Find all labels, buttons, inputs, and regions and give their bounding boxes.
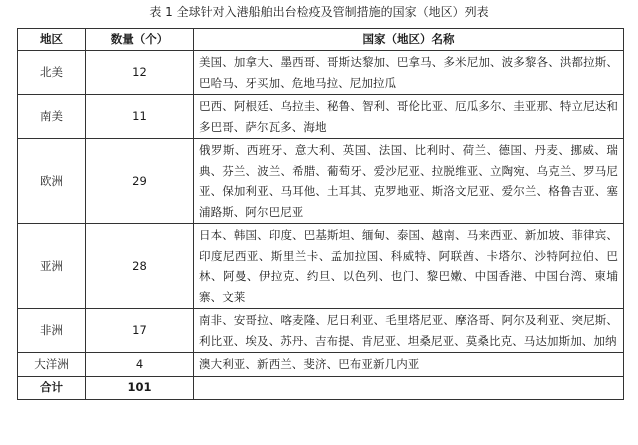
count-cell: 28: [86, 224, 194, 309]
table-row: [18, 309, 624, 353]
region-cell: 大洋洲: [18, 353, 86, 377]
table-header-row: [18, 29, 624, 51]
countries-table: [17, 28, 624, 400]
header-count: 数量（个）: [86, 29, 194, 51]
countries-cell: 美国、加拿大、墨西哥、哥斯达黎加、巴拿马、多米尼加、波多黎各、洪都拉斯、巴哈马、牙买加、危地马拉、尼加拉瓜: [194, 51, 624, 95]
table-row: [18, 139, 624, 224]
table-row: [18, 224, 624, 309]
count-cell: 12: [86, 51, 194, 95]
region-cell: 北美: [18, 51, 86, 95]
count-cell: 29: [86, 139, 194, 224]
count-cell: 4: [86, 353, 194, 377]
region-cell: 非洲: [18, 309, 86, 353]
total-count: 101: [86, 376, 194, 399]
table-row: [18, 95, 624, 139]
countries-cell: 巴西、阿根廷、乌拉圭、秘鲁、智利、哥伦比亚、厄瓜多尔、圭亚那、特立尼达和多巴哥、萨尔瓦多、海地: [194, 95, 624, 139]
region-cell: 南美: [18, 95, 86, 139]
total-empty-cell: [194, 376, 624, 399]
countries-cell: 澳大利亚、新西兰、斐济、巴布亚新几内亚: [194, 353, 624, 377]
countries-cell: 俄罗斯、西班牙、意大利、英国、法国、比利时、荷兰、德国、丹麦、挪威、瑞典、芬兰、波兰、希腊、葡萄牙、爱沙尼亚、拉脱维亚、立陶宛、乌克兰、罗马尼亚、保加利亚、马耳他、土耳其、克罗地亚、斯洛文尼亚、爱尔兰、格鲁吉亚、塞浦路斯、阿尔巴尼亚: [194, 139, 624, 224]
header-countries: 国家（地区）名称: [194, 29, 624, 51]
countries-cell: 南非、安哥拉、喀麦隆、尼日利亚、毛里塔尼亚、摩洛哥、阿尔及利亚、突尼斯、利比亚、埃及、苏丹、吉布提、肯尼亚、坦桑尼亚、莫桑比克、马达加斯加、加纳: [194, 309, 624, 353]
total-label: 合计: [18, 376, 86, 399]
countries-cell: 日本、韩国、印度、巴基斯坦、缅甸、泰国、越南、马来西亚、新加坡、菲律宾、印度尼西亚、斯里兰卡、孟加拉国、科威特、阿联酋、卡塔尔、沙特阿拉伯、巴林、阿曼、伊拉克、约旦、以色列、也门、黎巴嫩、中国香港、中国台湾、柬埔寨、文莱: [194, 224, 624, 309]
table-caption: 表 1 全球针对入港船舶出台检疫及管制措施的国家（地区）列表: [149, 5, 489, 19]
table-row: [18, 51, 624, 95]
count-cell: 11: [86, 95, 194, 139]
region-cell: 欧洲: [18, 139, 86, 224]
total-row: [18, 376, 624, 399]
header-region: 地区: [18, 29, 86, 51]
region-cell: 亚洲: [18, 224, 86, 309]
table-row: [18, 353, 624, 377]
count-cell: 17: [86, 309, 194, 353]
